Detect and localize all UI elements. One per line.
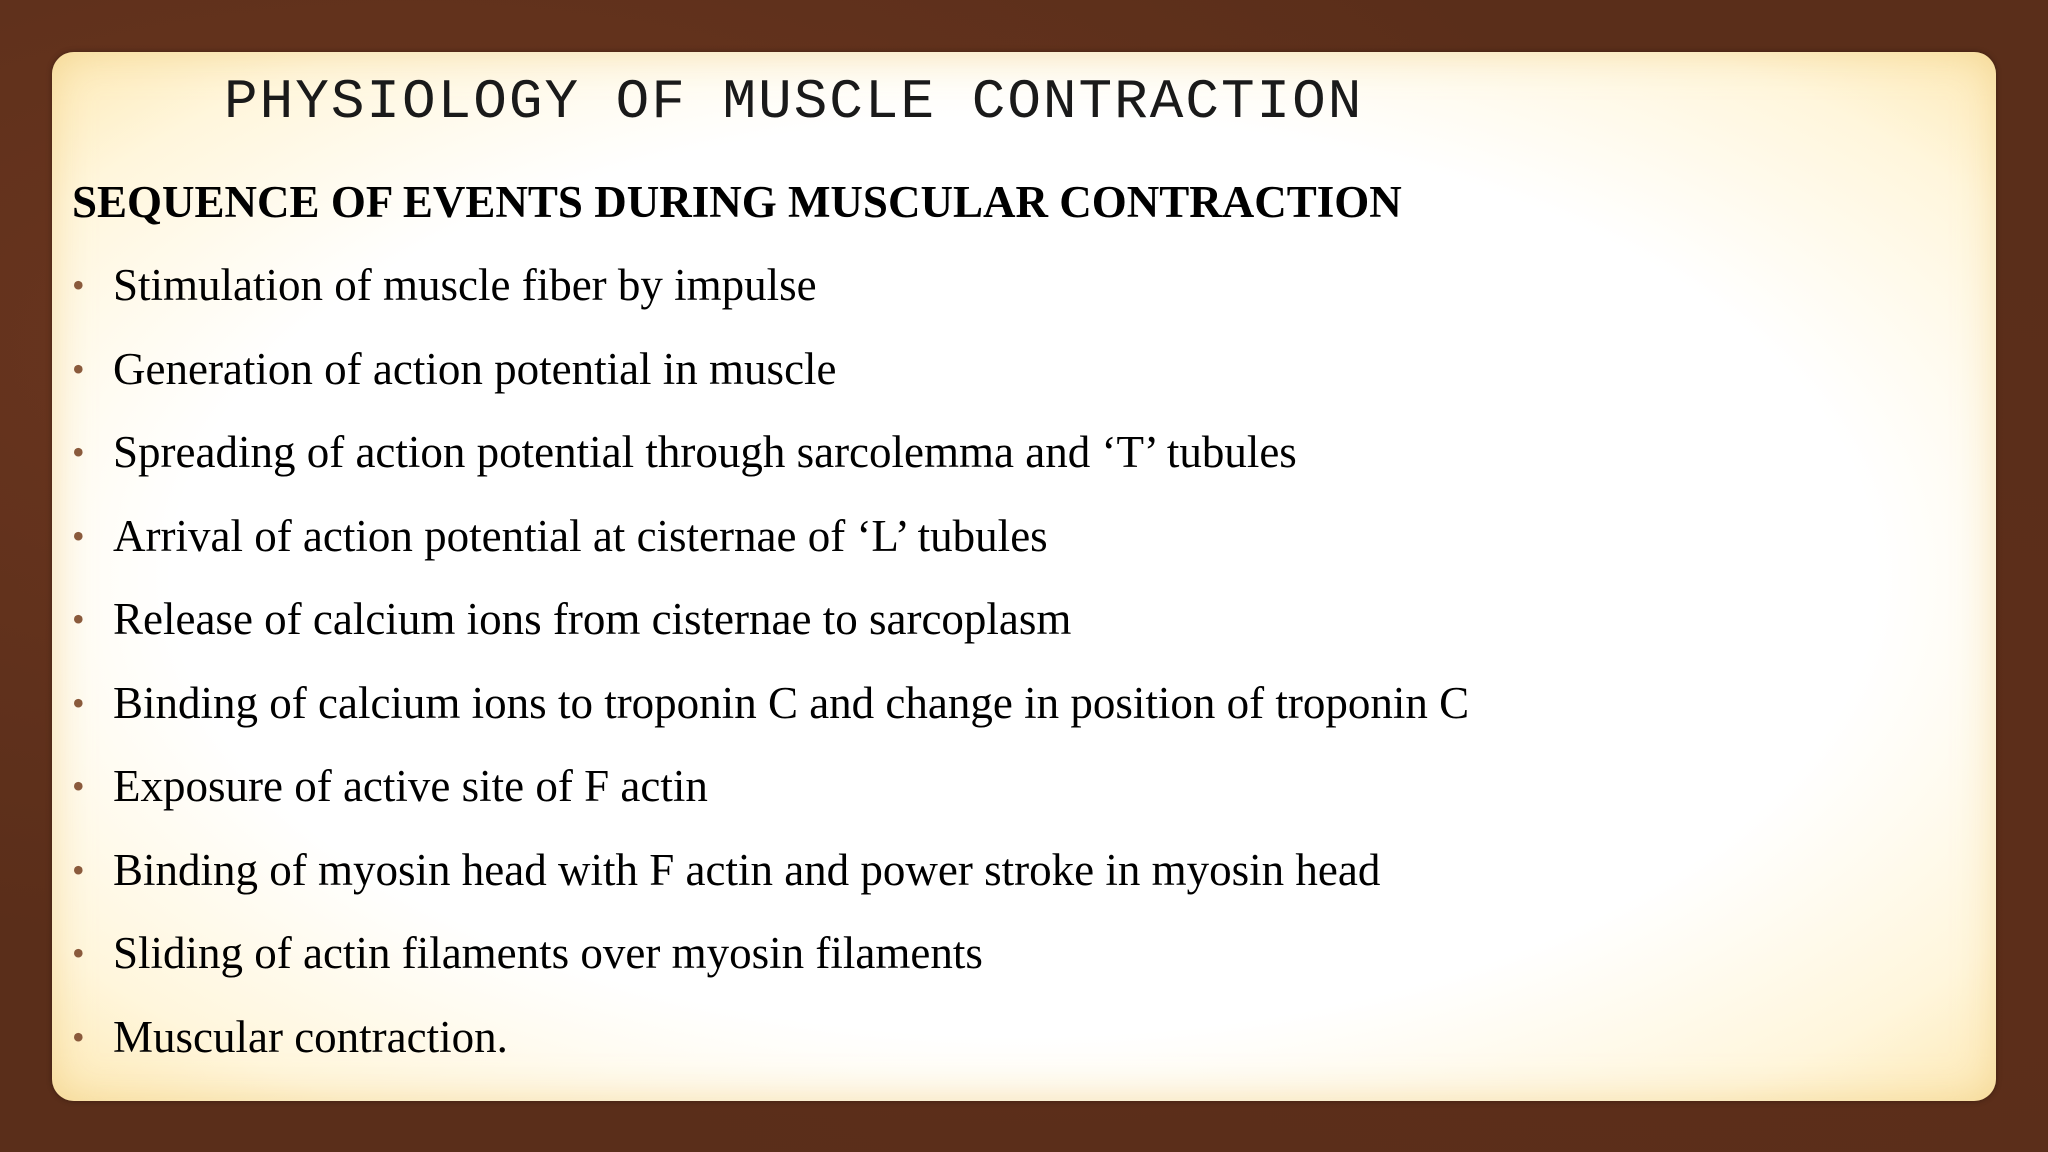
list-item — [72, 756, 1469, 840]
list-item-text: Binding of calcium ions to troponin C and change in position of troponin C — [113, 677, 1470, 728]
list-item — [72, 923, 1469, 1007]
bullet-icon: • — [72, 766, 85, 806]
slide-panel — [52, 52, 1996, 1101]
bullet-icon: • — [72, 265, 85, 305]
list-item — [72, 1007, 1469, 1091]
list-item — [72, 506, 1469, 590]
list-item-text: Release of calcium ions from cisternae to sarcoplasm — [113, 594, 1072, 644]
bullet-icon: • — [72, 933, 85, 973]
list-item — [72, 589, 1469, 673]
bullet-icon: • — [72, 849, 85, 890]
list-item-text: Sliding of actin filaments over myosin filaments — [113, 928, 983, 978]
list-item — [72, 840, 1469, 924]
bullet-icon: • — [72, 515, 85, 556]
list-item-text: Stimulation of muscle fiber by impulse — [113, 260, 817, 310]
list-item — [72, 255, 1469, 339]
bullet-icon: • — [72, 348, 85, 389]
list-item-text: Binding of myosin head with F actin and power stroke in myosin head — [113, 844, 1381, 895]
bullet-icon: • — [72, 599, 85, 639]
list-item — [72, 422, 1469, 506]
bullet-icon: • — [72, 1016, 85, 1057]
list-item-text: Spreading of action potential through sarcolemma and ‘T’ tubules — [113, 427, 1297, 477]
list-item-text: Generation of action potential in muscle — [113, 343, 837, 394]
slide-title: PHYSIOLOGY OF MUSCLE CONTRACTION — [224, 70, 1364, 134]
section-heading: SEQUENCE OF EVENTS DURING MUSCULAR CONTRACTION — [72, 177, 1402, 227]
list-item — [72, 673, 1469, 757]
list-item-text: Exposure of active site of F actin — [113, 761, 708, 811]
list-item-text: Muscular contraction. — [113, 1011, 508, 1062]
events-list — [72, 255, 1469, 1090]
bullet-icon: • — [72, 682, 85, 723]
list-item-text: Arrival of action potential at cisternae of ‘L’ tubules — [113, 510, 1048, 561]
list-item — [72, 339, 1469, 423]
bullet-icon: • — [72, 432, 85, 472]
